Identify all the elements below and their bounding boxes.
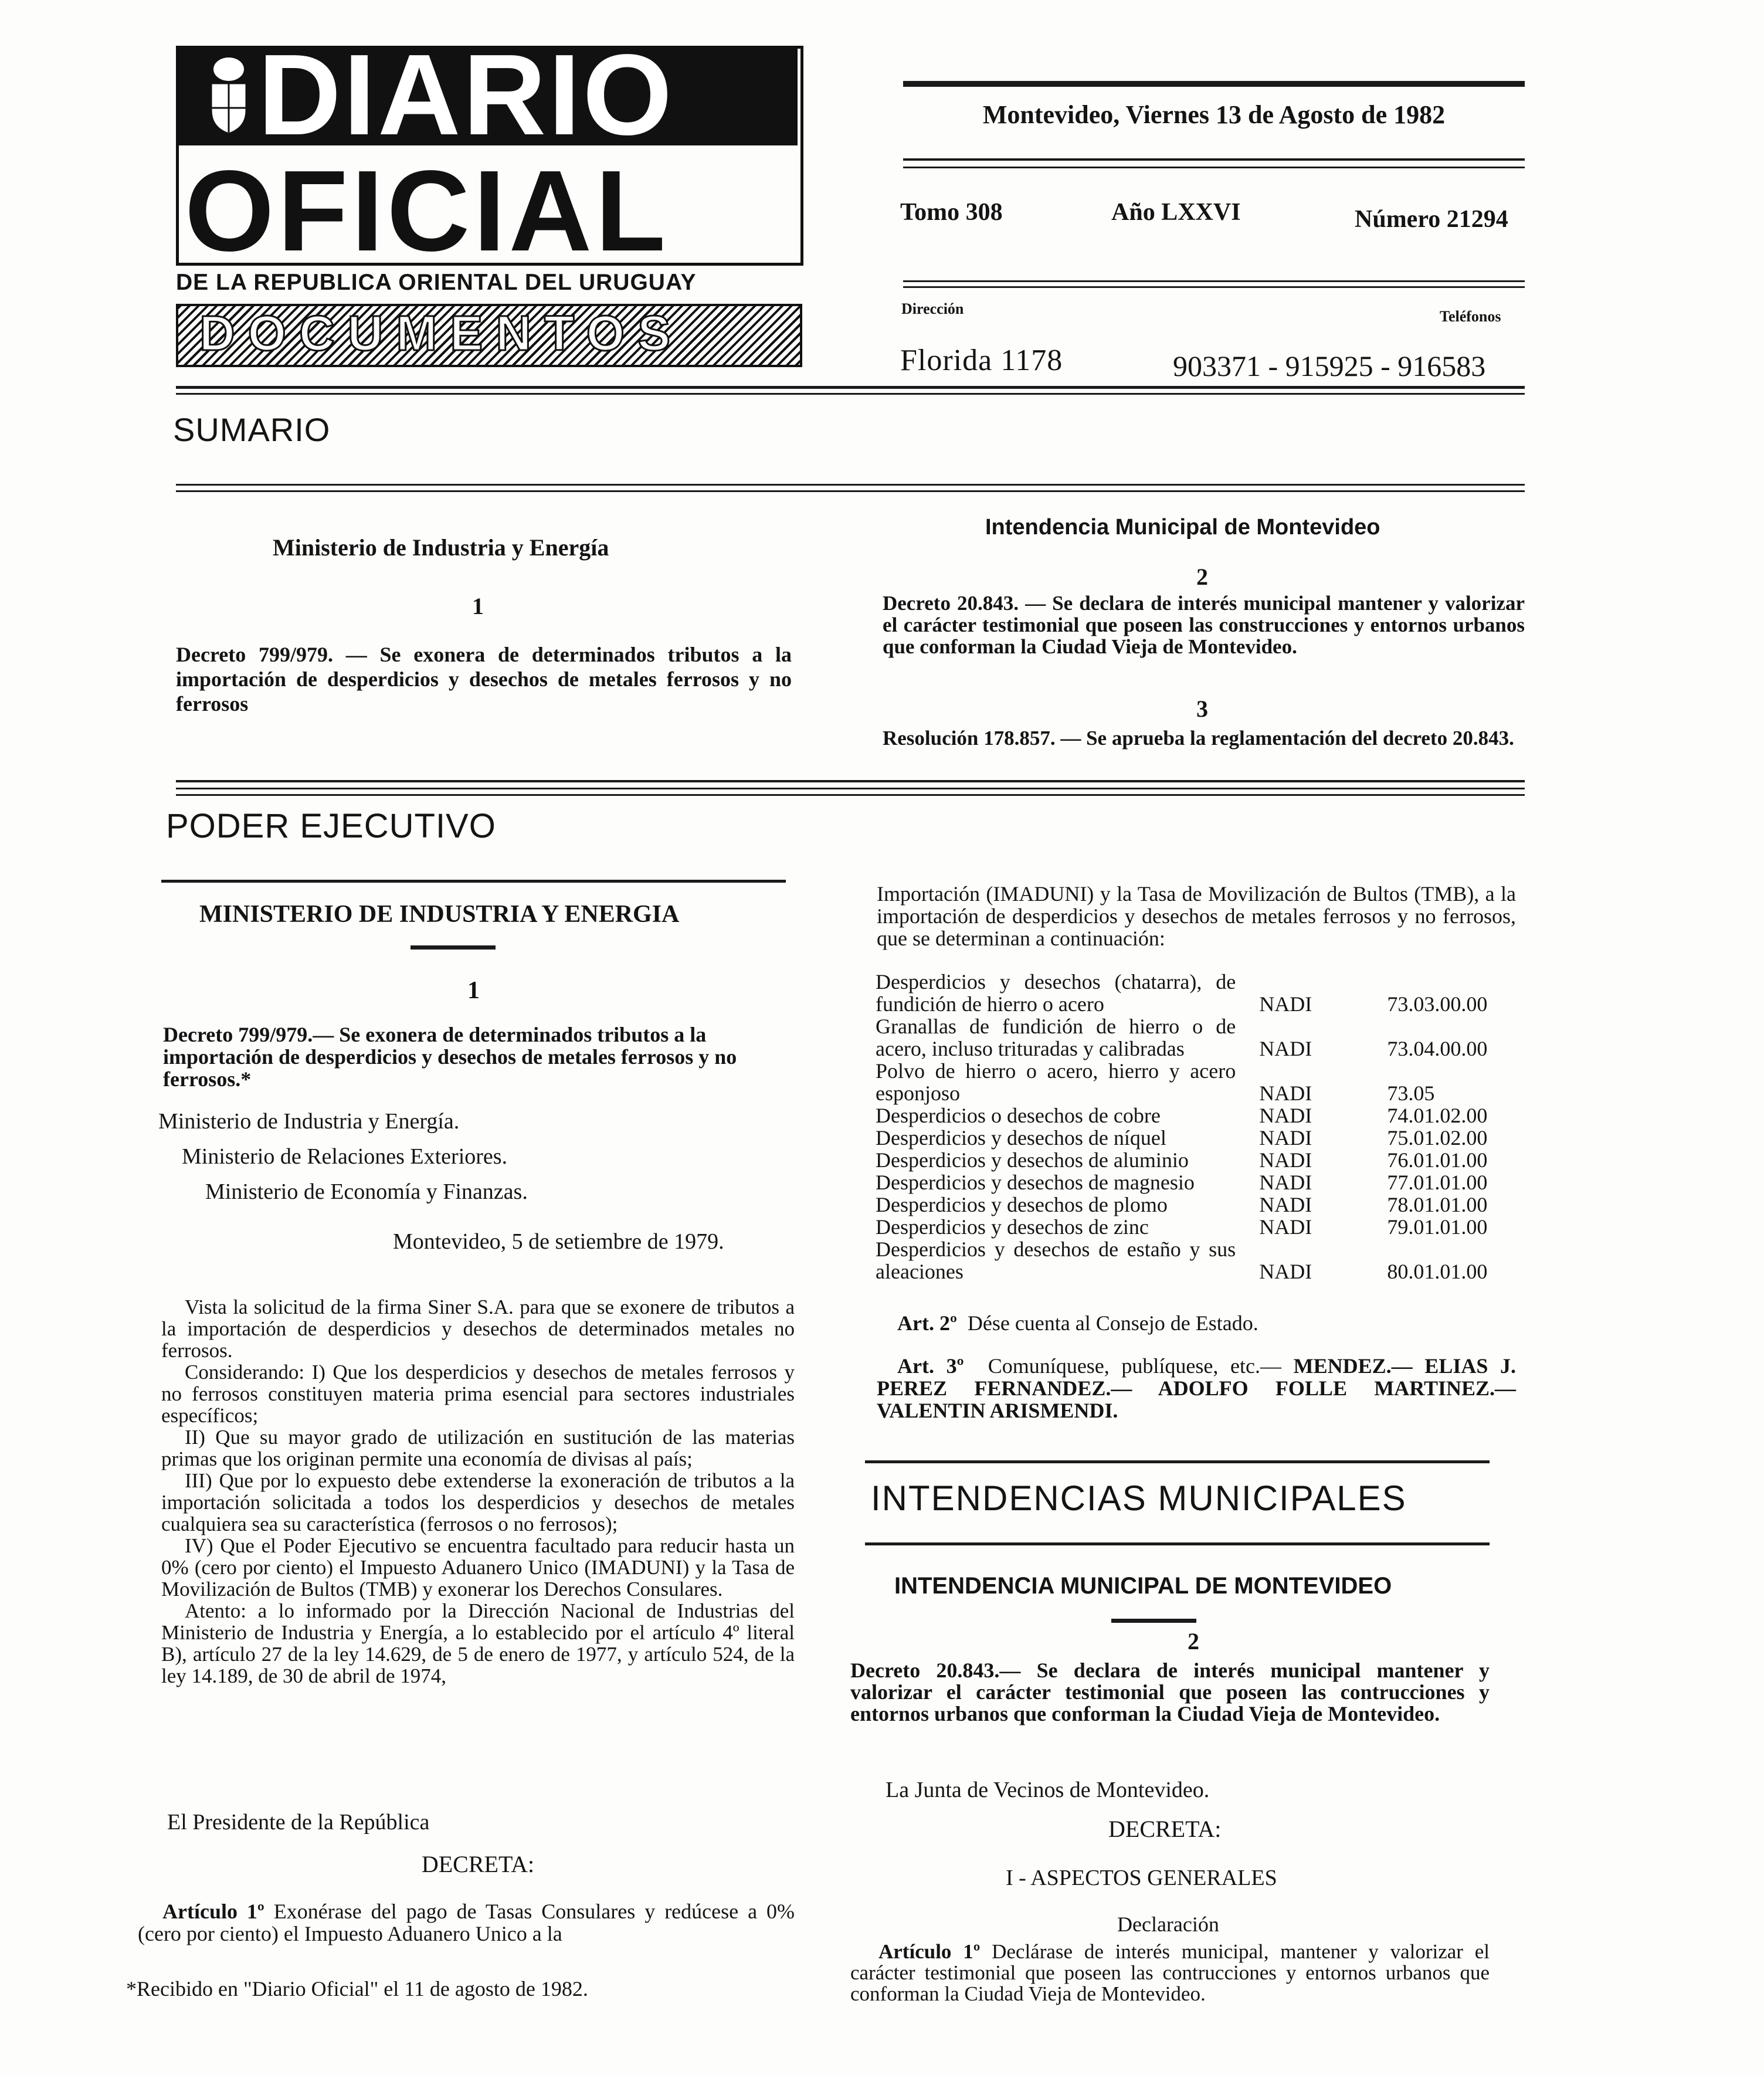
sumario-heading: SUMARIO <box>173 411 331 448</box>
tariff-nadi: NADI <box>1259 1193 1312 1216</box>
tariff-row <box>876 1104 1532 1127</box>
coat-of-arms-icon <box>206 54 251 136</box>
decree-2-number: 2 <box>1188 1628 1199 1654</box>
tariff-row <box>876 1171 1532 1194</box>
ministry-signatory-2: Ministerio de Relaciones Exteriores. <box>182 1144 508 1169</box>
sumario-left-number: 1 <box>472 593 484 619</box>
tariff-nadi: NADI <box>1259 992 1312 1016</box>
decree-2-title: Decreto 20.843.— Se declara de interés municipal mantener y valorizar el carácter testimonial que poseen las contrucciones y entornos urbanos que conforman la Ciudad Vieja de Montevideo. <box>850 1659 1490 1725</box>
sumario-right-text-2: Resolución 178.857. — Se aprueba la reglamentación del decreto 20.843. <box>883 727 1514 750</box>
sumario-left-org: Ministerio de Industria y Energía <box>273 534 609 561</box>
tariff-nadi: NADI <box>1259 1037 1312 1060</box>
tariff-nadi: NADI <box>1259 1260 1312 1283</box>
paragraph: Considerando: I) Que los desperdicios y desechos de metales ferrosos y no ferrosos constituyen materia prima esencial para sectores industriales específicos; <box>161 1361 795 1427</box>
issue-date: Montevideo, Viernes 13 de Agosto de 1982 <box>982 100 1446 129</box>
decree-number: 1 <box>467 977 480 1004</box>
paragraph: II) Que su mayor grado de utilización en sustitución de las materias primas que los originan permite una economía de divisas al país; <box>161 1426 795 1470</box>
page-rule <box>176 484 1525 486</box>
article-2: Art. 2º Dése cuenta al Consejo de Estado. <box>897 1311 1258 1335</box>
footnote: *Recibido en "Diario Oficial" el 11 de agosto de 1982. <box>126 1977 588 2001</box>
tariff-code: 73.03.00.00 <box>1387 992 1488 1016</box>
tariff-row <box>876 1015 1532 1060</box>
masthead-title-diario: DIARIO <box>258 30 674 159</box>
tariff-code: 80.01.01.00 <box>1387 1260 1488 1283</box>
tariff-row <box>876 1127 1532 1149</box>
poder-ejecutivo-heading: PODER EJECUTIVO <box>166 807 496 845</box>
tariff-description: Granallas de fundición de hierro o de acero, incluso trituradas y calibradas <box>876 1015 1236 1060</box>
tariff-description: Desperdicios y desechos de magnesio <box>876 1171 1195 1194</box>
header-rule <box>903 158 1525 161</box>
short-rule <box>1111 1619 1196 1623</box>
ministry-signatory-1: Ministerio de Industria y Energía. <box>158 1109 460 1134</box>
tariff-code: 73.05 <box>1387 1081 1435 1105</box>
tariff-nadi: NADI <box>1259 1081 1312 1105</box>
intendencia-heading: INTENDENCIA MUNICIPAL DE MONTEVIDEO <box>894 1573 1392 1599</box>
decree-title: Decreto 799/979.— Se exonera de determinados tributos a la importación de desperdicios y desechos de metales ferrosos y no ferrosos.* <box>163 1023 737 1091</box>
tariff-rows <box>876 971 1532 1283</box>
article-1: Artículo 1º Exonérase del pago de Tasas Consulares y redúcese a 0% (cero por ciento) el Impuesto Aduanero Unico a la <box>138 1900 795 1945</box>
tariff-nadi: NADI <box>1259 1148 1312 1172</box>
sumario-right-number-1: 2 <box>1196 564 1208 590</box>
page-rule <box>176 794 1525 796</box>
ministry-signatory-3: Ministerio de Economía y Finanzas. <box>205 1179 528 1204</box>
telefonos-value: 903371 - 915925 - 916583 <box>1173 350 1486 382</box>
chapter-heading: I - ASPECTOS GENERALES <box>1006 1866 1277 1890</box>
tariff-row <box>876 1149 1532 1171</box>
tariff-code: 73.04.00.00 <box>1387 1037 1488 1060</box>
junta: La Junta de Vecinos de Montevideo. <box>886 1778 1210 1802</box>
tariff-row <box>876 971 1532 1015</box>
presidente: El Presidente de la República <box>167 1810 430 1835</box>
header-rule <box>903 81 1525 87</box>
tariff-code: 76.01.01.00 <box>1387 1148 1488 1172</box>
issue-numero: Número 21294 <box>1355 206 1508 233</box>
tariff-nadi: NADI <box>1259 1171 1312 1194</box>
page-rule <box>176 386 1525 389</box>
documentos-banner-text: DOCUMENTOS <box>199 306 684 361</box>
decreta-heading-2: DECRETA: <box>1108 1816 1222 1842</box>
declaracion-heading: Declaración <box>1117 1913 1219 1936</box>
intendencias-heading: INTENDENCIAS MUNICIPALES <box>871 1479 1407 1518</box>
tariff-code: 75.01.02.00 <box>1387 1126 1488 1150</box>
telefonos-label: Teléfonos <box>1440 308 1501 325</box>
header-rule <box>903 167 1525 168</box>
section-rule <box>865 1542 1490 1545</box>
right-intro: Importación (IMADUNI) y la Tasa de Movilización de Bultos (TMB), a la importación de desperdicios y desechos de metales ferrosos y no ferrosos, que se determinan a continuación: <box>877 882 1516 950</box>
paragraph: IV) Que el Poder Ejecutivo se encuentra facultado para reducir hasta un 0% (cero por ciento) el Impuesto Aduanero Unico (IMADUNI) y la Tasa de Movilización de Bultos (TMB) y exonerar los Derechos Consulares. <box>161 1534 795 1601</box>
decreta-heading: DECRETA: <box>421 1851 535 1877</box>
sumario-right-org: Intendencia Municipal de Montevideo <box>985 515 1380 540</box>
masthead-title-oficial: OFICIAL <box>185 147 669 275</box>
tariff-row <box>876 1060 1532 1104</box>
paragraph: Vista la solicitud de la firma Siner S.A. para que se exonere de tributos a la importación de desperdicios y desechos de determinados metales no ferrosos. <box>161 1296 795 1362</box>
header-rule <box>903 280 1525 282</box>
direccion-label: Dirección <box>901 300 964 317</box>
tariff-description: Polvo de hierro o acero, hierro y acero esponjoso <box>876 1059 1236 1105</box>
tariff-table <box>876 971 1532 1283</box>
sumario-right-text-1: Decreto 20.843. — Se declara de interés municipal mantener y valorizar el carácter testimonial que poseen las construcciones y entornos urbanos que conforman la Ciudad Vieja de Montevideo. <box>883 592 1525 658</box>
page-rule <box>176 780 1525 782</box>
tariff-nadi: NADI <box>1259 1126 1312 1150</box>
ministry-heading: MINISTERIO DE INDUSTRIA Y ENERGIA <box>199 901 680 928</box>
tariff-description: Desperdicios y desechos (chatarra), de fundición de hierro o acero <box>876 970 1236 1016</box>
tariff-nadi: NADI <box>1259 1104 1312 1127</box>
tariff-description: Desperdicios y desechos de aluminio <box>876 1148 1189 1172</box>
masthead-subtitle: DE LA REPUBLICA ORIENTAL DEL URUGUAY <box>176 270 697 295</box>
page-rule <box>176 490 1525 492</box>
article-3: Art. 3º Comuníquese, publíquese, etc.— MENDEZ.— ELIAS J. PEREZ FERNANDEZ.— ADOLFO FOLLE MARTINEZ.— VALENTIN ARISMENDI. <box>877 1354 1517 1422</box>
direccion-value: Florida 1178 <box>900 344 1063 377</box>
paragraph: III) Que por lo expuesto debe extenderse la exoneración de tributos a la importación solicitada a todos los desperdicios y desechos de metales cualquiera sea su característica (ferrosos o no ferrosos); <box>161 1469 795 1535</box>
section-rule <box>161 880 786 883</box>
tariff-description: Desperdicios y desechos de zinc <box>876 1215 1149 1239</box>
tariff-code: 77.01.01.00 <box>1387 1171 1488 1194</box>
article-1-right: Artículo 1º Declárase de interés municipal, mantener y valorizar el carácter testimonial que poseen las contrucciones y entornos urbanos que conforman la Ciudad Vieja de Montevideo. <box>850 1940 1490 2005</box>
sumario-right-number-2: 3 <box>1196 696 1208 722</box>
tariff-row <box>876 1238 1532 1283</box>
issue-anio: Año LXXVI <box>1111 199 1241 226</box>
sumario-left-text: Decreto 799/979. — Se exonera de determinados tributos a la importación de desperdicios y desechos de metales ferrosos y no ferrosos <box>176 643 792 716</box>
tariff-description: Desperdicios y desechos de plomo <box>876 1193 1168 1216</box>
page-rule <box>176 788 1525 789</box>
tariff-description: Desperdicios y desechos de níquel <box>876 1126 1166 1150</box>
place-date: Montevideo, 5 de setiembre de 1979. <box>393 1229 724 1254</box>
considerandos <box>161 1296 795 1687</box>
tariff-description: Desperdicios y desechos de estaño y sus aleaciones <box>876 1237 1236 1283</box>
tariff-code: 78.01.01.00 <box>1387 1193 1488 1216</box>
tariff-row <box>876 1194 1532 1216</box>
header-rule <box>903 286 1525 288</box>
tariff-code: 74.01.02.00 <box>1387 1104 1488 1127</box>
paragraph: Atento: a lo informado por la Dirección Nacional de Industrias del Ministerio de Industria y Energía, a lo establecido por el artículo 4º literal B), artículo 27 de la ley 14.629, de 5 de enero de 1977, y artículo 524, de la ley 14.189, de 30 de abril de 1974, <box>161 1599 795 1687</box>
page-rule <box>176 393 1525 395</box>
tariff-code: 79.01.01.00 <box>1387 1215 1488 1239</box>
short-rule <box>411 945 496 950</box>
issue-tomo: Tomo 308 <box>900 199 1003 226</box>
tariff-nadi: NADI <box>1259 1215 1312 1239</box>
tariff-description: Desperdicios o desechos de cobre <box>876 1104 1161 1127</box>
section-rule <box>865 1460 1490 1463</box>
tariff-row <box>876 1216 1532 1238</box>
